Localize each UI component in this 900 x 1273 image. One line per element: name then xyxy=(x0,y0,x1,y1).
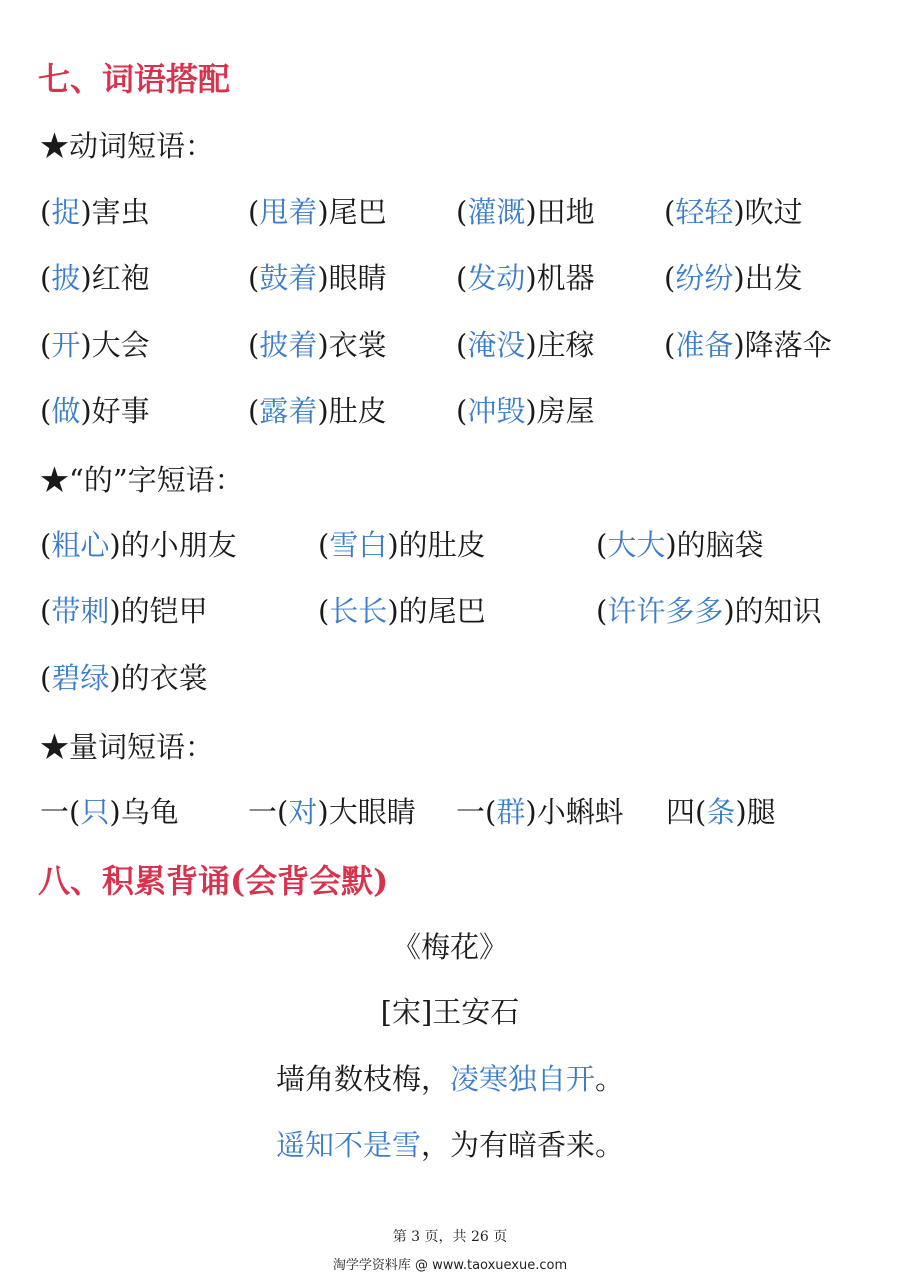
open-paren: ( xyxy=(248,328,260,362)
phrase-answer: 群 xyxy=(496,795,526,829)
open-paren: ( xyxy=(40,394,52,428)
verb-phrases-label: ★动词短语： xyxy=(40,129,215,163)
close-paren: ) xyxy=(735,795,747,829)
close-paren: ) xyxy=(317,328,329,362)
phrase-text: 的脑袋 xyxy=(676,528,764,562)
phrase-item xyxy=(40,790,179,831)
phrase-item xyxy=(40,589,208,630)
close-paren: ) xyxy=(80,328,92,362)
phrase-text: 红袍 xyxy=(91,261,150,295)
open-paren: ( xyxy=(664,195,676,229)
phrase-text: 好事 xyxy=(91,394,150,428)
open-paren: ( xyxy=(40,661,52,695)
close-paren: ) xyxy=(317,261,329,295)
close-paren: ) xyxy=(109,528,121,562)
open-paren: ( xyxy=(40,594,52,628)
phrase-answer: 只 xyxy=(80,795,110,829)
phrase-item xyxy=(40,256,150,297)
phrase-text: 小蝌蚪 xyxy=(536,795,624,829)
close-paren: ) xyxy=(525,261,537,295)
poem-line-1-text: 墙角数枝梅， xyxy=(275,1062,450,1096)
phrase-item xyxy=(666,790,776,831)
close-paren: ) xyxy=(525,795,537,829)
poem-line-2-answer: 遥知不是雪 xyxy=(275,1128,421,1162)
phrase-answer: 披着 xyxy=(259,328,318,362)
phrase-item xyxy=(318,589,486,630)
phrase-item xyxy=(318,523,486,564)
phrase-text: 机器 xyxy=(536,261,595,295)
open-paren: ( xyxy=(596,594,608,628)
phrase-answer: 雪白 xyxy=(329,528,388,562)
phrase-prefix: 四 xyxy=(666,795,696,829)
phrase-item xyxy=(456,323,595,364)
close-paren: ) xyxy=(525,195,537,229)
open-paren: ( xyxy=(456,261,468,295)
source-watermark: 淘学学资料库 @ www.taoxuexue.com xyxy=(332,1258,568,1273)
phrase-text: 大会 xyxy=(91,328,150,362)
phrase-text: 乌龟 xyxy=(120,795,179,829)
open-paren: ( xyxy=(664,261,676,295)
phrase-text: 降落伞 xyxy=(744,328,832,362)
close-paren: ) xyxy=(733,261,745,295)
phrase-text: 的铠甲 xyxy=(120,594,208,628)
close-paren: ) xyxy=(387,528,399,562)
phrase-text: 房屋 xyxy=(536,394,595,428)
phrase-item xyxy=(40,389,150,430)
close-paren: ) xyxy=(80,394,92,428)
phrase-answer: 碧绿 xyxy=(51,661,110,695)
phrase-text: 衣裳 xyxy=(328,328,387,362)
open-paren: ( xyxy=(40,195,52,229)
close-paren: ) xyxy=(665,528,677,562)
open-paren: ( xyxy=(664,328,676,362)
phrase-answer: 长长 xyxy=(329,594,388,628)
phrase-item xyxy=(596,589,822,630)
phrase-answer: 纷纷 xyxy=(675,261,734,295)
phrase-answer: 大大 xyxy=(607,528,666,562)
phrase-item xyxy=(664,256,803,297)
close-paren: ) xyxy=(525,394,537,428)
close-paren: ) xyxy=(80,261,92,295)
phrase-item xyxy=(456,256,595,297)
phrase-answer: 条 xyxy=(706,795,736,829)
close-paren: ) xyxy=(109,661,121,695)
phrase-answer: 许许多多 xyxy=(607,594,724,628)
section-7-title: 七、词语搭配 xyxy=(38,60,231,98)
phrase-prefix: 一 xyxy=(40,795,70,829)
phrase-text: 眼睛 xyxy=(328,261,387,295)
close-paren: ) xyxy=(733,195,745,229)
close-paren: ) xyxy=(723,594,735,628)
phrase-text: 的尾巴 xyxy=(398,594,486,628)
phrase-answer: 发动 xyxy=(467,261,526,295)
phrase-item xyxy=(40,656,208,697)
phrase-item xyxy=(456,389,595,430)
open-paren: ( xyxy=(248,195,260,229)
phrase-answer: 甩着 xyxy=(259,195,318,229)
open-paren: ( xyxy=(40,328,52,362)
phrase-text: 吹过 xyxy=(744,195,803,229)
phrase-item xyxy=(456,190,595,231)
open-paren: ( xyxy=(40,261,52,295)
close-paren: ) xyxy=(733,328,745,362)
phrase-item xyxy=(248,256,387,297)
phrase-item xyxy=(248,389,387,430)
phrase-item xyxy=(40,190,150,231)
open-paren: ( xyxy=(69,795,81,829)
poem-line-2 xyxy=(0,1123,900,1164)
close-paren: ) xyxy=(525,328,537,362)
close-paren: ) xyxy=(387,594,399,628)
open-paren: ( xyxy=(456,195,468,229)
phrase-answer: 开 xyxy=(51,328,81,362)
phrase-answer: 淹没 xyxy=(467,328,526,362)
open-paren: ( xyxy=(248,394,260,428)
phrase-prefix: 一 xyxy=(456,795,486,829)
phrase-answer: 披 xyxy=(51,261,81,295)
page-number: 第 3 页，共 26 页 xyxy=(392,1229,508,1245)
phrase-text: 的肚皮 xyxy=(398,528,486,562)
open-paren: ( xyxy=(485,795,497,829)
phrase-answer: 灌溉 xyxy=(467,195,526,229)
close-paren: ) xyxy=(109,795,121,829)
open-paren: ( xyxy=(318,594,330,628)
de-phrases-label: ★“的”字短语： xyxy=(40,463,244,497)
phrase-item xyxy=(248,790,416,831)
phrase-answer: 冲毁 xyxy=(467,394,526,428)
phrase-answer: 轻轻 xyxy=(675,195,734,229)
phrase-answer: 粗心 xyxy=(51,528,110,562)
phrase-item xyxy=(248,190,387,231)
open-paren: ( xyxy=(277,795,289,829)
open-paren: ( xyxy=(456,394,468,428)
phrase-text: 害虫 xyxy=(91,195,150,229)
poem-line-2-text: ，为有暗香来。 xyxy=(421,1128,625,1162)
phrase-item xyxy=(40,323,150,364)
phrase-answer: 捉 xyxy=(51,195,81,229)
phrase-answer: 鼓着 xyxy=(259,261,318,295)
phrase-item xyxy=(248,323,387,364)
poem-author: [宋]王安石 xyxy=(380,995,520,1029)
close-paren: ) xyxy=(109,594,121,628)
phrase-answer: 对 xyxy=(288,795,318,829)
poem-line-1-end: 。 xyxy=(595,1062,625,1096)
phrase-answer: 准备 xyxy=(675,328,734,362)
phrase-text: 出发 xyxy=(744,261,803,295)
close-paren: ) xyxy=(317,394,329,428)
phrase-text: 庄稼 xyxy=(536,328,595,362)
close-paren: ) xyxy=(317,795,329,829)
phrase-text: 的衣裳 xyxy=(120,661,208,695)
phrase-item xyxy=(40,523,237,564)
phrase-item xyxy=(596,523,764,564)
poem-line-1 xyxy=(0,1057,900,1098)
open-paren: ( xyxy=(318,528,330,562)
section-8-title: 八、积累背诵(会背会默) xyxy=(38,862,389,900)
phrase-text: 的知识 xyxy=(734,594,822,628)
open-paren: ( xyxy=(40,528,52,562)
phrase-answer: 做 xyxy=(51,394,81,428)
open-paren: ( xyxy=(695,795,707,829)
phrase-item xyxy=(456,790,624,831)
phrase-answer: 露着 xyxy=(259,394,318,428)
phrase-answer: 带刺 xyxy=(51,594,110,628)
phrase-item xyxy=(664,190,803,231)
close-paren: ) xyxy=(80,195,92,229)
open-paren: ( xyxy=(596,528,608,562)
phrase-item xyxy=(664,323,832,364)
poem-title: 《梅花》 xyxy=(391,930,508,964)
open-paren: ( xyxy=(456,328,468,362)
close-paren: ) xyxy=(317,195,329,229)
open-paren: ( xyxy=(248,261,260,295)
phrase-text: 田地 xyxy=(536,195,595,229)
phrase-prefix: 一 xyxy=(248,795,278,829)
phrase-text: 腿 xyxy=(746,795,776,829)
phrase-text: 的小朋友 xyxy=(120,528,237,562)
poem-line-1-answer: 凌寒独自开 xyxy=(449,1062,595,1096)
measure-phrases-label: ★量词短语： xyxy=(40,730,215,764)
phrase-text: 肚皮 xyxy=(328,394,387,428)
phrase-text: 大眼睛 xyxy=(328,795,416,829)
phrase-text: 尾巴 xyxy=(328,195,387,229)
